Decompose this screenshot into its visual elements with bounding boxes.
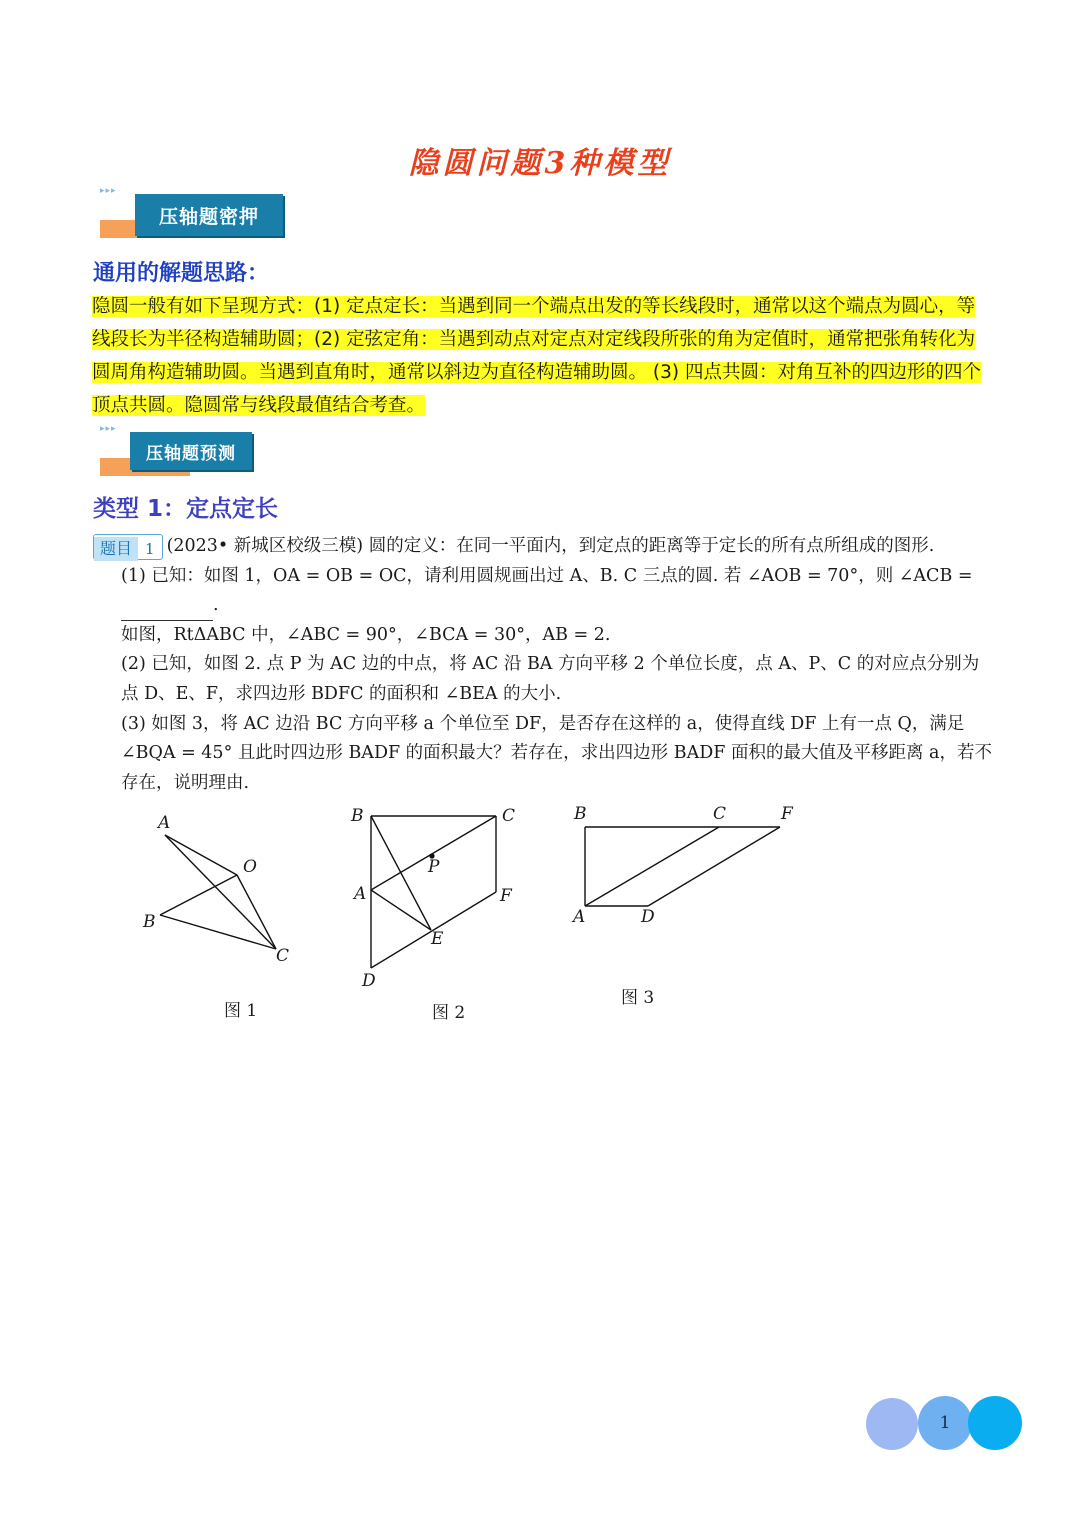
- fig2-label-a: A: [354, 884, 367, 904]
- segment-ac: [165, 835, 276, 949]
- segment-oc: [237, 875, 276, 949]
- section-banner-prediction: [100, 424, 260, 478]
- page-decor-circle-left: [866, 1398, 918, 1450]
- fig1-label-c: C: [276, 946, 290, 966]
- problem-intro: (2023• 新城区校级三模) 圆的定义：在同一平面内，到定点的距离等于定长的所有点所组成的图形.: [166, 536, 935, 556]
- problem-part-1: [93, 562, 993, 592]
- fig2-label-e: E: [431, 929, 444, 949]
- problem-part-3: (3) 如图 3，将 AC 边沿 BC 方向平移 a 个单位至 DF，是否存在这样的 a，使得直线 DF 上有一点 Q，满足 ∠BQA = 45° 且此时四边形 BADF 的面积最大？若存在，求出四边形 BADF 面积的最大值及平移距离 a，若不存在，说明理由.: [121, 713, 992, 793]
- fig2-label-p: P: [428, 857, 440, 877]
- fig1-label-o: O: [243, 857, 257, 877]
- type-1-heading: 类型 1：定点定长: [93, 496, 279, 522]
- fig1-caption: 图 1: [224, 1001, 258, 1021]
- banner-label: 压轴题密押: [135, 194, 283, 236]
- section-banner-prediction-secret: [100, 186, 290, 240]
- fig3-label-b: B: [574, 804, 587, 824]
- segment-be: [371, 816, 431, 930]
- fig2-label-b: B: [351, 806, 364, 826]
- fig3-label-d: D: [641, 907, 655, 927]
- fig2-label-f: F: [500, 886, 512, 906]
- problem-badge: [93, 534, 163, 560]
- page-decor-circle-right: [968, 1396, 1022, 1450]
- figure-2-diagram: [355, 800, 515, 990]
- general-approach-paragraph: [92, 290, 992, 422]
- highlighted-text: 隐圆一般有如下呈现方式：(1) 定点定长：当遇到同一个端点出发的等长线段时，通常以这个端点为圆心，等线段长为半径构造辅助圆；(2) 定弦定角：当遇到动点对定点对定线段所张的角为定值时，通常把张角转化为圆周角构造辅助圆。当遇到直角时，通常以斜边为直径构造辅助圆。 (3) 四点共圆：对角互补的四边形的四个顶点共圆。隐圆常与线段最值结合考查。: [92, 296, 981, 416]
- fig1-label-b: B: [143, 912, 156, 932]
- general-approach-heading: 通用的解题思路：: [93, 261, 270, 286]
- fig2-label-d: D: [362, 971, 376, 991]
- fig2-caption: 图 2: [432, 1003, 466, 1023]
- segment-ac: [585, 827, 719, 906]
- problem-1: [93, 532, 993, 798]
- segment-ao: [165, 835, 237, 875]
- banner-arrows-icon: ▸▸▸: [100, 186, 117, 196]
- fig3-label-a: A: [573, 907, 586, 927]
- badge-number: 1: [145, 539, 155, 558]
- answer-blank-line: [93, 591, 993, 621]
- fig2-label-c: C: [502, 806, 516, 826]
- segment-bo: [160, 875, 237, 915]
- figure-3-diagram: [570, 815, 800, 925]
- page-number: 1: [918, 1396, 972, 1450]
- badge-label: 题目: [94, 537, 138, 561]
- banner-label: 压轴题预测: [130, 432, 252, 470]
- problem-setup: 如图，RtΔABC 中，∠ABC = 90°，∠BCA = 30°，AB = 2.: [121, 624, 611, 645]
- problem-intro-line: [93, 532, 993, 562]
- fig1-label-a: A: [158, 813, 171, 833]
- fig3-caption: 图 3: [621, 988, 655, 1008]
- answer-blank: [121, 600, 213, 621]
- document-title: 隐圆问题3种模型: [408, 146, 672, 181]
- segment-df: [648, 827, 780, 906]
- segment-ae: [371, 890, 431, 930]
- part-1-end: .: [213, 595, 219, 616]
- problem-part-2: (2) 已知，如图 2. 点 P 为 AC 边的中点，将 AC 沿 BA 方向平移 2 个单位长度，点 A、P、C 的对应点分别为点 D、E、F，求四边形 BDFC 的面积和 ∠BEA 的大小.: [121, 654, 980, 704]
- part-1-text: (1) 已知：如图 1，OA = OB = OC，请利用圆规画出过 A、B. C 三点的圆. 若 ∠AOB = 70°，则 ∠ACB =: [121, 565, 973, 586]
- fig3-label-c: C: [713, 804, 727, 824]
- fig3-label-f: F: [781, 804, 793, 824]
- banner-arrows-icon: ▸▸▸: [100, 424, 117, 434]
